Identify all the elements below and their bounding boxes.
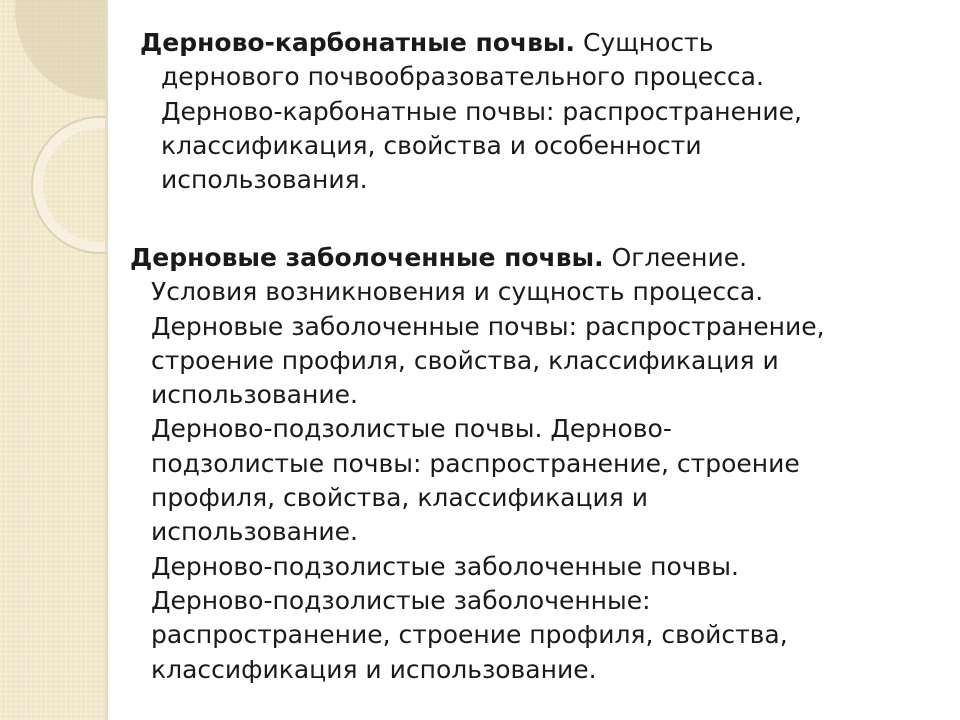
text-line: дернового почвообразовательного процесса. bbox=[161, 62, 764, 92]
text-line: подзолистые почвы: распространение, строение bbox=[151, 448, 800, 478]
slide-content bbox=[108, 0, 958, 720]
text-line: распространение, строение профиля, свойства, bbox=[151, 620, 788, 650]
text-line: использование. bbox=[151, 517, 358, 547]
section-sod-gley bbox=[130, 241, 825, 687]
section-heading: Дерновые заболоченные почвы. bbox=[130, 243, 604, 272]
text-line: Дерновые заболоченные почвы: распространение, bbox=[151, 311, 825, 341]
section-heading-rest: Сущность bbox=[575, 28, 714, 57]
text-line: Дерново-подзолистые заболоченные: bbox=[151, 585, 651, 615]
decorative-sidebar bbox=[0, 0, 105, 720]
text-line: Условия возникновения и сущность процесса. bbox=[151, 277, 764, 307]
text-line: Дерново-карбонатные почвы: распространение, bbox=[161, 96, 802, 126]
text-line: профиля, свойства, классификация и bbox=[151, 483, 648, 513]
text-line: строение профиля, свойства, классификация и bbox=[151, 345, 779, 375]
text-line: Дерново-подзолистые почвы. Дерново- bbox=[151, 414, 672, 444]
text-line: Дерново-подзолистые заболоченные почвы. bbox=[151, 551, 739, 581]
section-heading: Дерново-карбонатные почвы. bbox=[140, 28, 576, 57]
section-sod-carbonate bbox=[140, 26, 802, 197]
text-line: использования. bbox=[161, 165, 368, 195]
section-first-line bbox=[140, 26, 802, 60]
text-line: использование. bbox=[151, 380, 358, 410]
section-heading-rest: Оглеение. bbox=[603, 243, 748, 272]
large-circle-shape bbox=[15, 0, 105, 100]
text-line: классификация, свойства и особенности bbox=[161, 130, 702, 160]
section-first-line bbox=[130, 241, 825, 275]
text-line: классификация и использование. bbox=[151, 654, 597, 684]
decorative-circles bbox=[0, 0, 105, 720]
